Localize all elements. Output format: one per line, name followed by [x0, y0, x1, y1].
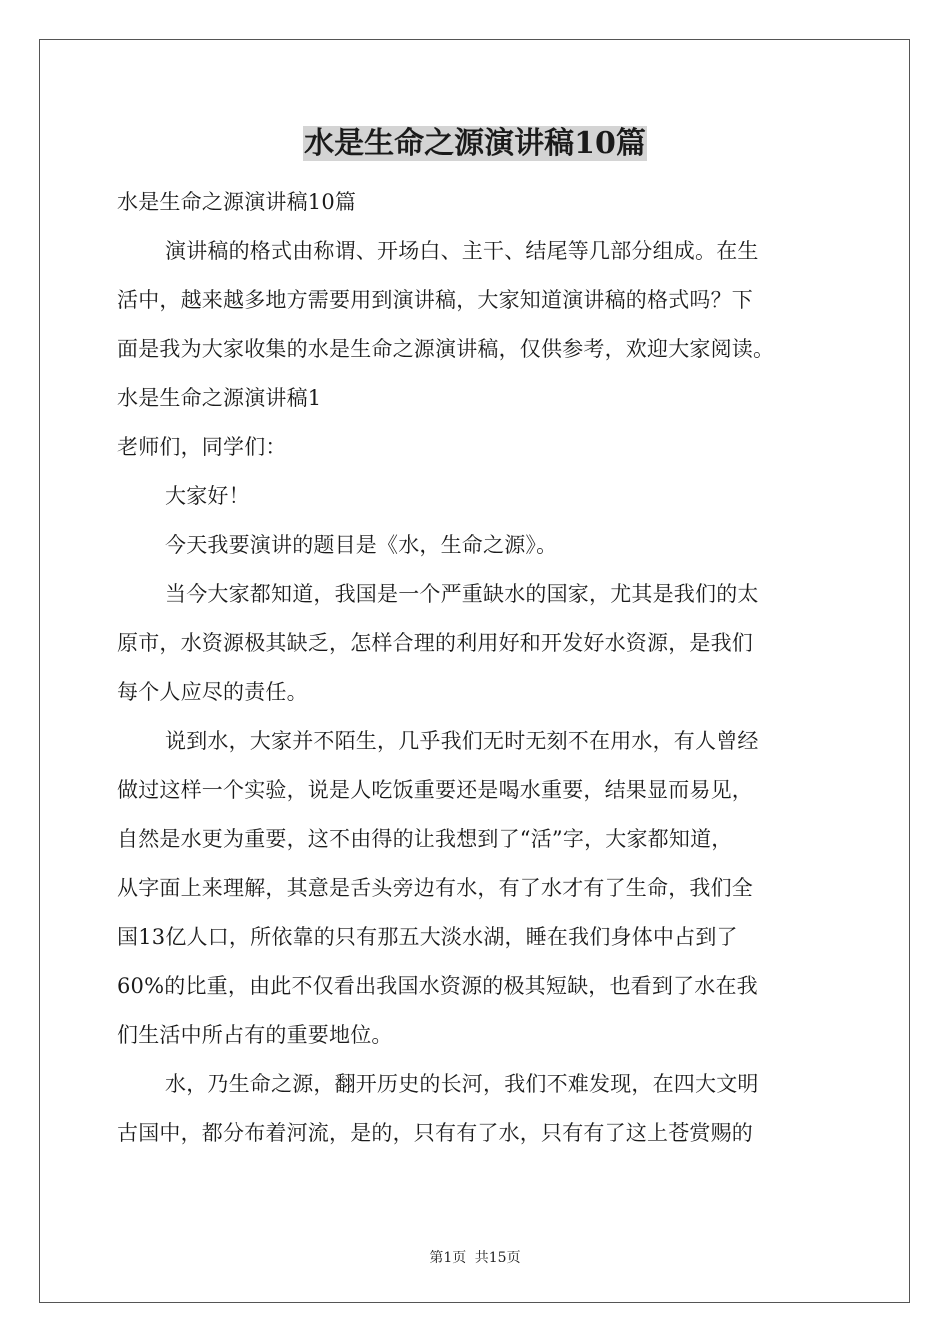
- body-line: 水，乃生命之源，翻开历史的长河，我们不难发现，在四大文明: [165, 1072, 759, 1096]
- body-line: 面是我为大家收集的水是生命之源演讲稿，仅供参考，欢迎大家阅读。: [117, 337, 775, 361]
- body-line: 大家好！: [165, 484, 250, 508]
- body-line: 活中，越来越多地方需要用到演讲稿，大家知道演讲稿的格式吗？下: [117, 288, 753, 312]
- body-line: 原市，水资源极其缺乏，怎样合理的利用好和开发好水资源，是我们: [117, 631, 753, 655]
- body-line: 从字面上来理解，其意是舌头旁边有水，有了水才有了生命，我们全: [117, 876, 753, 900]
- body-line: 们生活中所占有的重要地位。: [117, 1023, 393, 1047]
- body-line: 说到水，大家并不陌生，几乎我们无时无刻不在用水，有人曾经: [165, 729, 759, 753]
- total-pages: 共15页: [474, 1250, 521, 1266]
- page-footer: [0, 1247, 950, 1267]
- body-line: 每个人应尽的责任。: [117, 680, 308, 704]
- body-line: 当今大家都知道，我国是一个严重缺水的国家，尤其是我们的太: [165, 582, 759, 606]
- document-body: [117, 178, 837, 1158]
- body-line: 做过这样一个实验，说是人吃饭重要还是喝水重要，结果显而易见，: [117, 778, 753, 802]
- body-line: 自然是水更为重要，这不由得的让我想到了“活”字，大家都知道，: [117, 827, 733, 851]
- salutation: 老师们，同学们：: [117, 435, 287, 459]
- body-line: 演讲稿的格式由称谓、开场白、主干、结尾等几部分组成。在生: [165, 239, 759, 263]
- section-heading: 水是生命之源演讲稿1: [117, 386, 322, 410]
- body-line: 今天我要演讲的题目是《水，生命之源》。: [165, 533, 558, 557]
- body-line: 水是生命之源演讲稿10篇: [117, 190, 357, 214]
- body-line: 国13亿人口，所依靠的只有那五大淡水湖，睡在我们身体中占到了: [117, 925, 738, 949]
- body-line: 古国中，都分布着河流，是的，只有有了水，只有有了这上苍赏赐的: [117, 1121, 753, 1145]
- page-number: 第1页: [429, 1250, 467, 1266]
- body-line: 60%的比重，由此不仅看出我国水资源的极其短缺，也看到了水在我: [117, 974, 758, 998]
- document-title: 水是生命之源演讲稿10篇: [304, 126, 646, 161]
